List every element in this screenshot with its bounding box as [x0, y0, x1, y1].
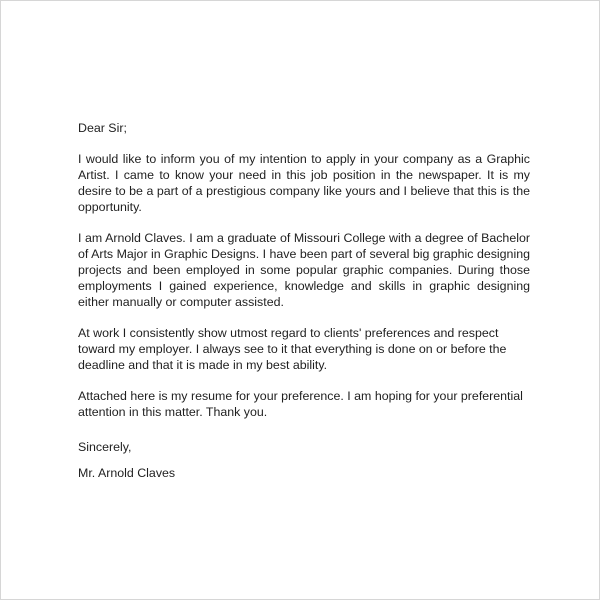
signature: Mr. Arnold Claves	[78, 466, 176, 480]
paragraph-work-ethic: At work I consistently show utmost regard to clients' preferences and respect toward my employer. I always see to it that everything is done on or before the deadline and that it is made in my best ability.	[78, 326, 507, 372]
closing: Sincerely,	[78, 440, 132, 455]
paragraph-background: I am Arnold Claves. I am a graduate of Missouri College with a degree of Bachelor of Arts Major in Graphic Designs. I have been part of several big graphic designing projects and been employed in some popular graphic companies. During those employments I gained experience, knowledge and skills in graphic designing either manually or computer assisted.	[78, 231, 530, 309]
paragraph-intent: I would like to inform you of my intention to apply in your company as a Graphic Artist. I came to know your need in this job position in the newspaper. It is my desire to be a part of a prestigious company like yours and I believe that this is the opportunity.	[78, 151, 530, 214]
letter-body	[78, 121, 530, 482]
salutation: Dear Sir;	[78, 121, 127, 135]
paragraph-attachment: Attached here is my resume for your preference. I am hoping for your preferential attention in this matter. Thank you.	[78, 389, 523, 420]
